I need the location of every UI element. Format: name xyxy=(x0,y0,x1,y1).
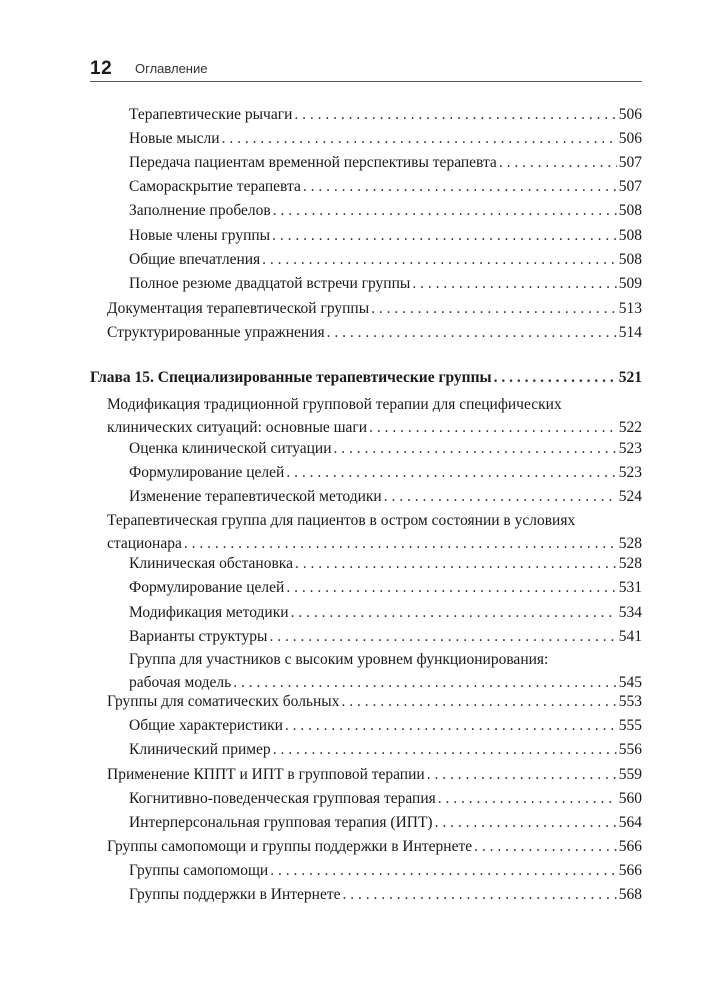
toc-page-number: 522 xyxy=(618,419,642,436)
toc-leader xyxy=(295,552,617,575)
toc-entry xyxy=(107,509,642,555)
toc-leader xyxy=(272,224,617,247)
toc-entry xyxy=(129,601,642,624)
toc-entry xyxy=(107,763,642,786)
toc-entry xyxy=(129,248,642,271)
toc-entry xyxy=(129,485,642,508)
toc-entry-title-line1: Модификация традиционной групповой терапии для специфических xyxy=(107,396,562,413)
toc-page-number: 507 xyxy=(618,178,642,195)
toc-entry xyxy=(129,103,642,126)
toc-page-number: 509 xyxy=(618,275,642,292)
toc-entry xyxy=(129,437,642,460)
page-header xyxy=(90,55,642,82)
toc-entry xyxy=(129,151,642,174)
toc-leader xyxy=(438,787,617,810)
toc-entry xyxy=(129,175,642,198)
toc-entry xyxy=(129,224,642,247)
toc-page-number: 508 xyxy=(618,227,642,244)
toc-leader xyxy=(262,248,617,271)
toc-page-number: 521 xyxy=(618,369,642,386)
toc-leader xyxy=(435,811,617,834)
running-head: Оглавление xyxy=(135,61,208,76)
toc-page-number: 528 xyxy=(618,555,642,572)
toc-leader xyxy=(342,883,616,906)
toc-entry-title: Самораскрытие терапевта xyxy=(129,178,301,195)
toc-entry-title: Группы для соматических больных xyxy=(107,693,340,710)
toc-entry-title: Общие впечатления xyxy=(129,251,261,268)
toc-entry-title: рабочая модель xyxy=(129,674,232,691)
toc-chapter-title: Глава 15. Специализированные терапевтические группы xyxy=(90,369,492,386)
toc-leader xyxy=(270,859,617,882)
toc-entry-title: Передача пациентам временной перспективы терапевта xyxy=(129,154,497,171)
toc-page-number: 568 xyxy=(618,886,642,903)
toc-page-number: 559 xyxy=(618,766,642,783)
toc-entry-title: клинических ситуаций: основные шаги xyxy=(107,419,368,436)
toc-leader xyxy=(341,690,616,713)
toc-entry-title: Заполнение пробелов xyxy=(129,202,271,219)
toc-entry-title: Группы самопомощи и группы поддержки в Интернете xyxy=(107,838,473,855)
toc-entry xyxy=(129,461,642,484)
toc-leader xyxy=(285,714,617,737)
toc-page-number: 506 xyxy=(618,130,642,147)
toc-page-number: 508 xyxy=(618,251,642,268)
toc-entry-title: Применение КППТ и ИПТ в групповой терапии xyxy=(107,766,425,783)
toc-leader xyxy=(384,485,617,508)
toc-page-number: 523 xyxy=(618,464,642,481)
toc-entry xyxy=(129,199,642,222)
toc-entry-title: стационара xyxy=(107,535,182,552)
toc-entry xyxy=(129,738,642,761)
toc-leader xyxy=(273,199,617,222)
toc-page-number: 555 xyxy=(618,717,642,734)
toc-entry xyxy=(129,811,642,834)
toc-page-number: 534 xyxy=(618,604,642,621)
toc-page-number: 560 xyxy=(618,790,642,807)
toc-page-number: 541 xyxy=(618,628,642,645)
toc-entry xyxy=(129,787,642,810)
toc-entry xyxy=(129,883,642,906)
toc-leader xyxy=(286,576,616,599)
toc-entry xyxy=(129,625,642,648)
toc-entry-title: Новые члены группы xyxy=(129,227,271,244)
toc-entry-title: Документация терапевтической группы xyxy=(107,300,370,317)
toc-entry-title: Новые мысли xyxy=(129,130,220,147)
toc-entry xyxy=(129,648,642,694)
toc-leader xyxy=(294,103,616,126)
toc-entry-title: Формулирование целей xyxy=(129,464,285,481)
toc-entry-title: Когнитивно-поведенческая групповая терапия xyxy=(129,790,436,807)
toc-entry-title: Модификация методики xyxy=(129,604,289,621)
toc-leader xyxy=(286,461,616,484)
toc-page-number: 513 xyxy=(618,300,642,317)
toc-leader xyxy=(222,127,617,150)
toc-leader xyxy=(327,321,617,344)
toc-page-number: 545 xyxy=(618,674,642,691)
toc-entry-title: Формулирование целей xyxy=(129,579,285,596)
toc-leader xyxy=(494,366,617,389)
toc-page-number: 528 xyxy=(618,535,642,552)
toc-page-number: 556 xyxy=(618,741,642,758)
toc-page-number: 564 xyxy=(618,814,642,831)
toc-entry-title: Структурированные упражнения xyxy=(107,324,325,341)
toc-leader xyxy=(427,763,617,786)
toc-entry xyxy=(107,690,642,713)
toc-entry-title: Терапевтические рычаги xyxy=(129,106,293,123)
toc-entry-title-line1: Терапевтическая группа для пациентов в остром состоянии в условиях xyxy=(107,512,576,529)
toc-page-number: 566 xyxy=(618,838,642,855)
toc-page-number: 566 xyxy=(618,862,642,879)
toc-entry xyxy=(129,714,642,737)
toc-chapter-entry xyxy=(90,366,642,389)
toc-leader xyxy=(291,601,617,624)
toc-entry-title: Клиническая обстановка xyxy=(129,555,293,572)
toc-entry-title: Полное резюме двадцатой встречи группы xyxy=(129,275,411,292)
toc-entry-title: Изменение терапевтической методики xyxy=(129,488,382,505)
toc-entry xyxy=(129,127,642,150)
toc-page-number: 507 xyxy=(618,154,642,171)
toc-leader xyxy=(369,416,617,439)
toc-leader xyxy=(303,175,617,198)
toc-leader xyxy=(499,151,617,174)
toc-page-number: 523 xyxy=(618,440,642,457)
toc-entry-title: Варианты структуры xyxy=(129,628,268,645)
toc-entry-title: Клинический пример xyxy=(129,741,271,758)
toc-page-number: 553 xyxy=(618,693,642,710)
toc-leader xyxy=(269,625,616,648)
toc-entry xyxy=(129,576,642,599)
page-number: 12 xyxy=(90,58,113,79)
toc-leader xyxy=(371,297,617,320)
toc-page-number: 508 xyxy=(618,202,642,219)
toc-entry-title: Оценка клинической ситуации xyxy=(129,440,332,457)
toc-entry-title: Группы самопомощи xyxy=(129,862,269,879)
toc-page-number: 514 xyxy=(618,324,642,341)
toc-leader xyxy=(273,738,617,761)
toc-page-number: 506 xyxy=(618,106,642,123)
toc-page-number: 531 xyxy=(618,579,642,596)
toc-entry-title: Общие характеристики xyxy=(129,717,283,734)
toc-entry xyxy=(129,272,642,295)
toc-page-number: 524 xyxy=(618,488,642,505)
toc-entry xyxy=(107,321,642,344)
toc-entry-title: Группы поддержки в Интернете xyxy=(129,886,341,903)
toc-entry xyxy=(107,835,642,858)
toc-entry-title: Интерперсональная групповая терапия (ИПТ) xyxy=(129,814,433,831)
toc-entry xyxy=(129,859,642,882)
toc-leader xyxy=(474,835,617,858)
toc-leader xyxy=(334,437,617,460)
toc-entry-title-line1: Группа для участников с высоким уровнем функционирования: xyxy=(129,651,549,668)
toc-entry xyxy=(129,552,642,575)
toc-leader xyxy=(412,272,616,295)
toc-entry xyxy=(107,297,642,320)
toc-entry xyxy=(107,393,642,439)
